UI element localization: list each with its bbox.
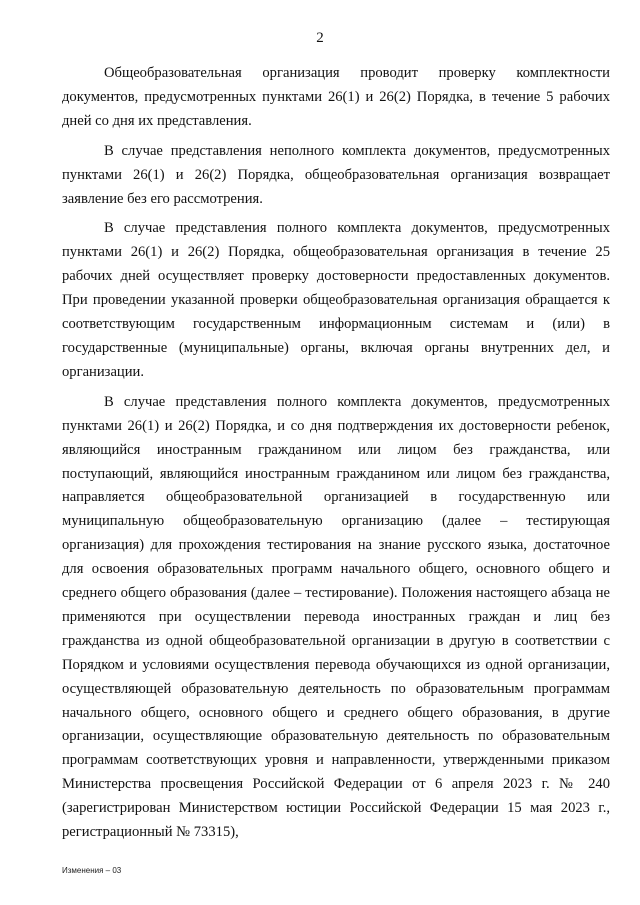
paragraph-1: Общеобразовательная организация проводит проверку комплектности документов, предусмотренных пунктами 26(1) и 26(2) Порядка, в течение 5 рабочих дней со дня их представления.	[62, 65, 610, 129]
page-number: 2	[316, 30, 324, 46]
document-body	[62, 62, 610, 851]
paragraph-2: В случае представления неполного комплекта документов, предусмотренных пунктами 26(1) и 26(2) Порядка, общеобразовательная организация возвращает заявление без его рассмотрения.	[62, 142, 610, 207]
paragraph-3: В случае представления полного комплекта документов, предусмотренных пунктами 26(1) и 26(2) Порядка, общеобразовательная организация в течение 25 рабочих дней осуществляет проверку достоверности предоставленных документов. При проведении указанной проверки общеобразовательная организация обращается к соответствующим государственным информационным системам и (или) в государственные (муниципальные) органы, включая органы внутренних дел, и организации.	[62, 220, 610, 380]
paragraph-4: В случае представления полного комплекта документов, предусмотренных пунктами 26(1) и 26(2) Порядка, и со дня подтверждения их достоверности ребенок, являющийся иностранным гражданином или лицом без гражданства, или поступающий, являющийся иностранным гражданином или лицом без гражданства, направляется общеобразовательной организацией в государственную или муниципальную общеобразовательную организацию (далее – тестирующая организация) для прохождения тестирования на знание русского языка, достаточное для освоения образовательных программ начального общего, основного общего и среднего общего образования (далее – тестирование). Положения настоящего абзаца не применяются при осуществлении перевода иностранных граждан и лиц без гражданства из одной общеобразовательной организации в другую в соответствии с Порядком и условиями осуществления перевода обучающихся из одной организации, осуществляющей образовательную деятельность по образовательным программам начального общего, основного общего и среднего общего образования, в другие организации, осуществляющие образовательную деятельность по образовательным программам соответствующих уровня и направленности, утвержденными приказом Министерства просвещения Российской Федерации от 6 апреля 2023 г. № 240 (зарегистрирован Министерством юстиции Российской Федерации 15 мая 2023 г., регистрационный № 73315),	[62, 393, 610, 841]
revision-footer: Изменения – 03	[62, 866, 122, 875]
